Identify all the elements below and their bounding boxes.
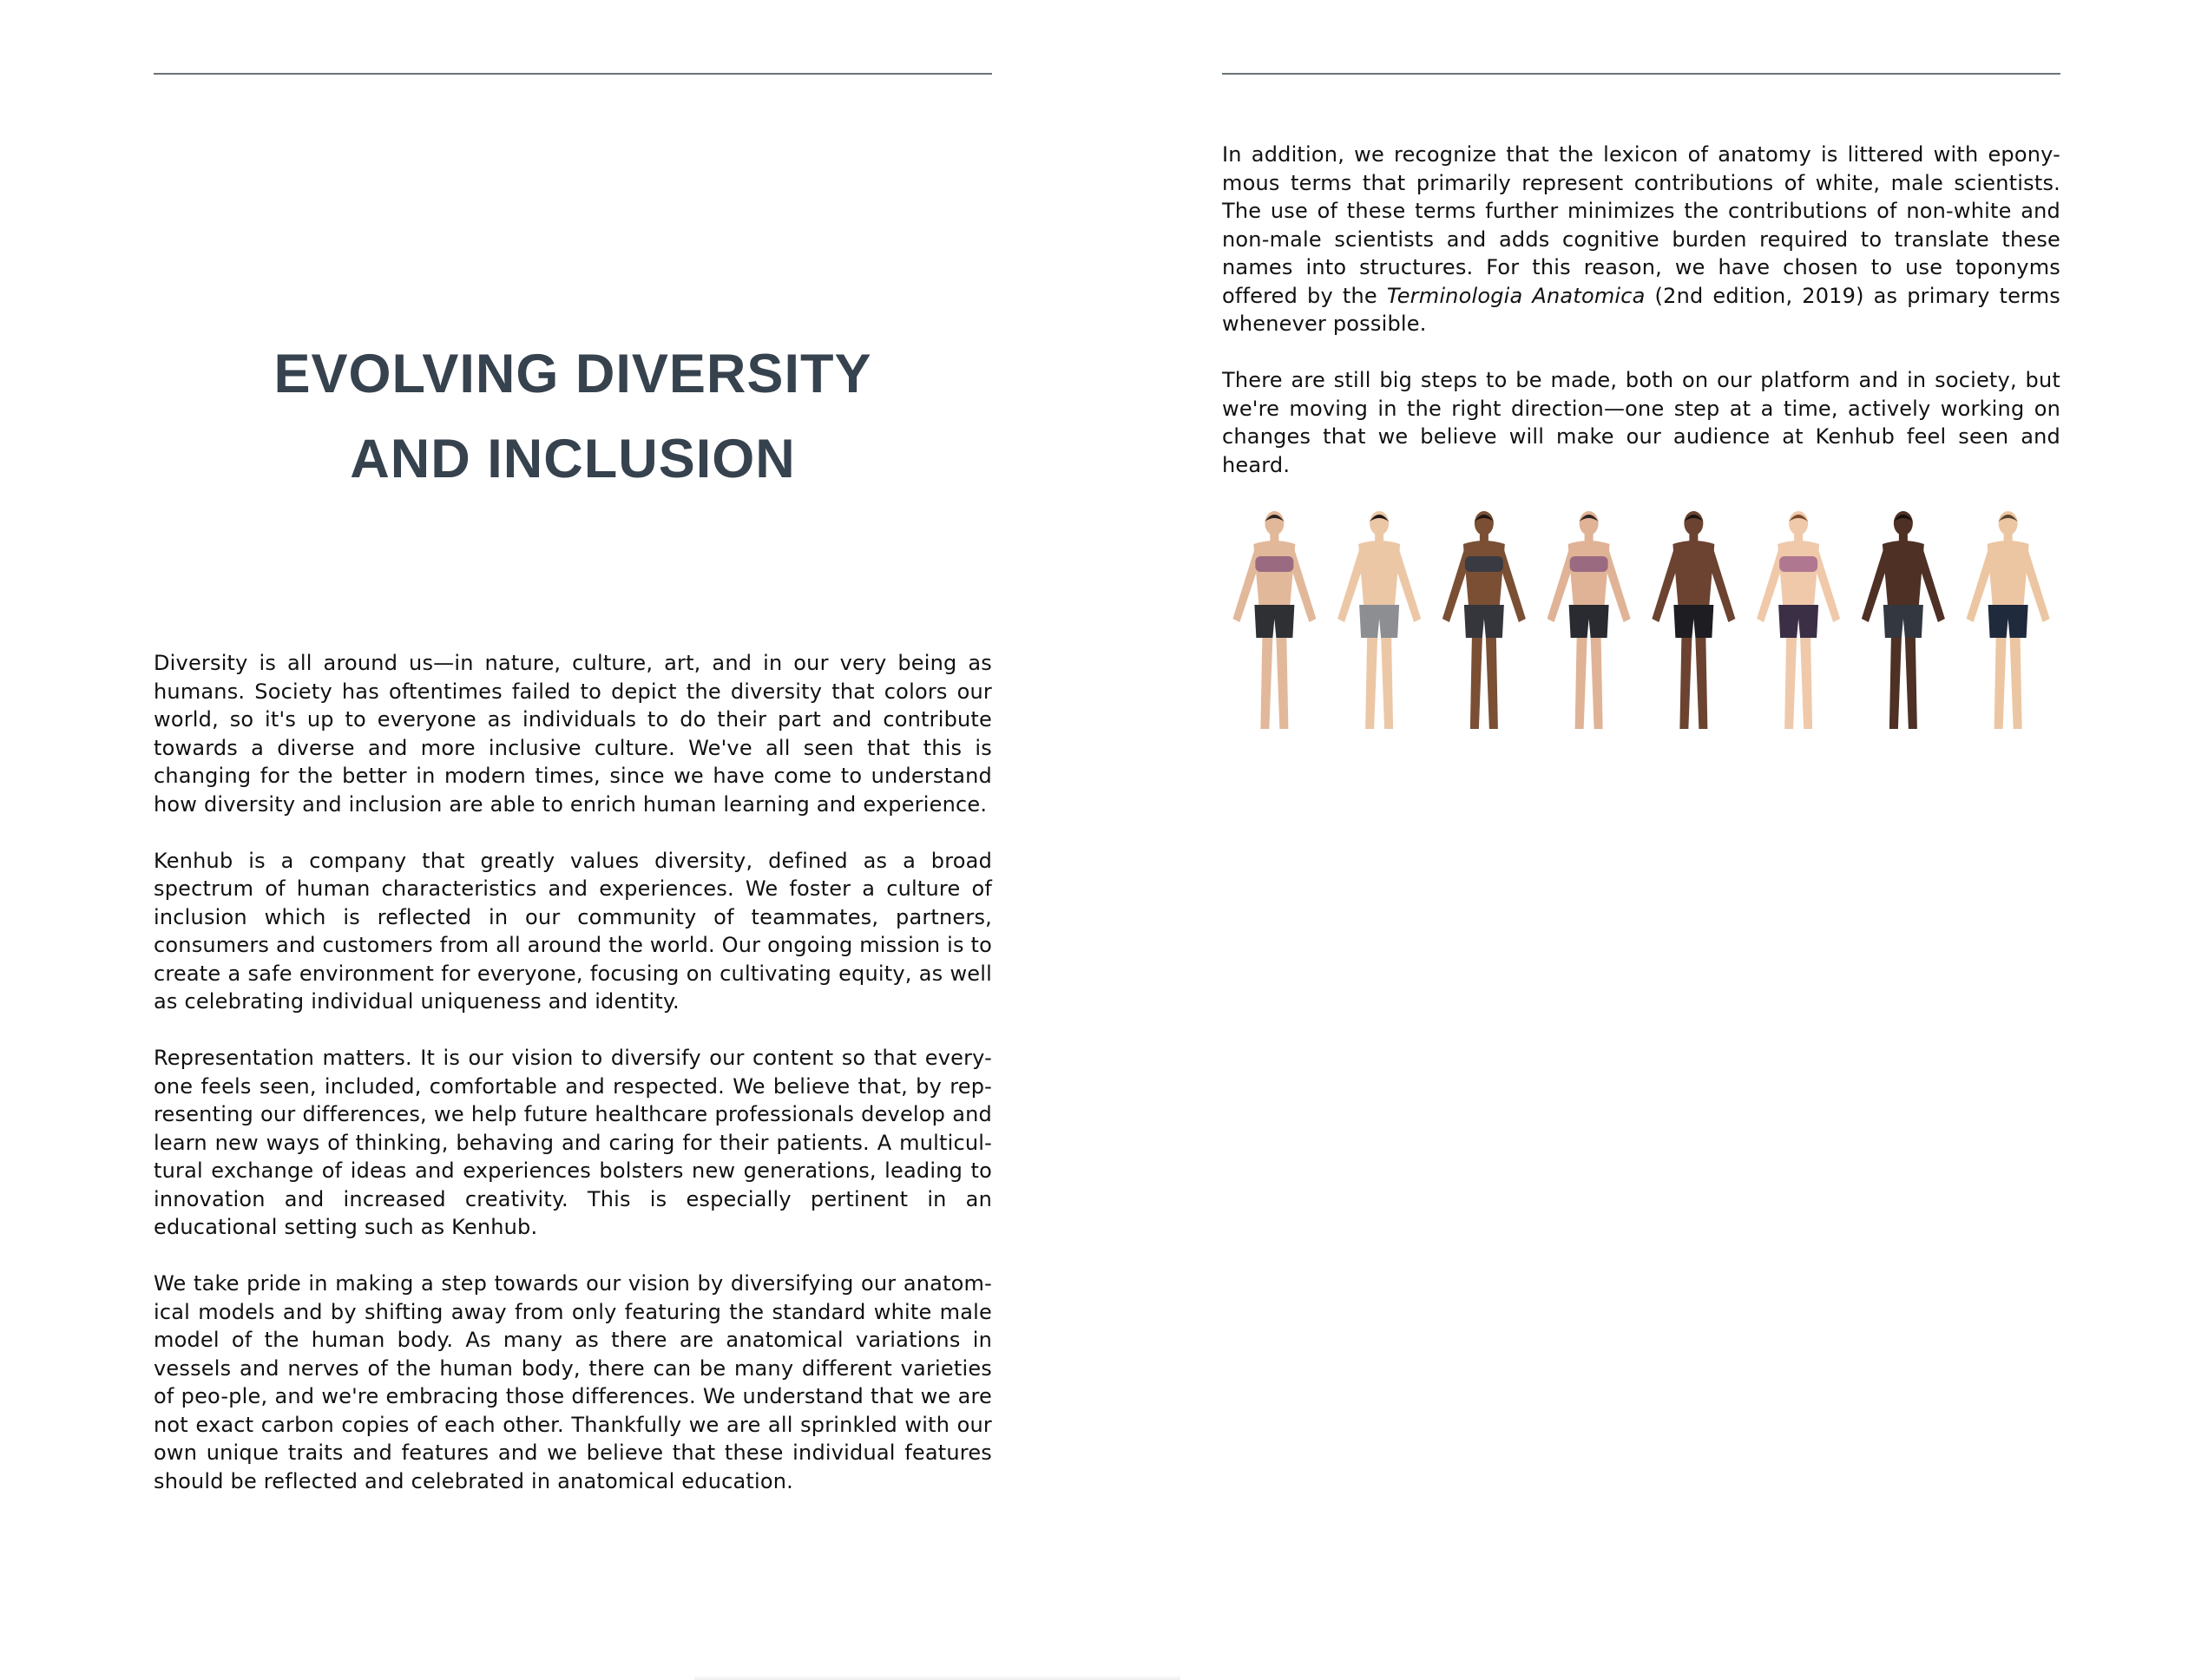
figure-torso xyxy=(1778,541,1819,612)
human-figure xyxy=(1232,511,1316,729)
figure-right-leg xyxy=(1381,638,1393,729)
paragraph-next-steps: There are still big steps to be made, both on our platform and in society, but we're moving in the right direction—one step at a time, actively working on changes that we believe will make our audience at Kenhub feel seen and heard. xyxy=(1222,368,2060,477)
eponyms-text-start: In addition, we recognize that the lexicon of anatomy is littered with epony-mous terms that primarily represent contributions of white, male scientists. The use of these terms further minimizes the contributions of non-white and non-male scientists and adds cognitive burden required to translate these names into structures. For this reason, we have chosen to use toponyms offered by the xyxy=(1222,142,2060,308)
human-figure xyxy=(1548,511,1631,729)
figure-top xyxy=(1255,556,1293,572)
left-page-top-rule xyxy=(154,73,992,75)
figure-right-leg xyxy=(1486,638,1498,729)
figure-left-leg xyxy=(1365,638,1377,729)
figure-right-leg xyxy=(1591,638,1603,729)
right-page-top-rule xyxy=(1222,73,2060,75)
terminologia-anatomica: Terminologia Anatomica xyxy=(1386,283,1646,308)
diverse-anatomical-models-illustration xyxy=(1222,508,2060,738)
human-figure xyxy=(1967,511,2050,729)
figure-left-leg xyxy=(1784,638,1797,729)
figure-left-leg xyxy=(1994,638,2007,729)
paragraph-kenhub-values: Kenhub is a company that greatly values diversity, defined as a broad spectrum of human characteristics and experiences. We foster a culture of inclusion which is reflected in our community of teammates, partners, consumers and customers from all around the world. Our ongoing mission is to create a safe environment for everyone, focusing on cultivating equity, as well as celebrating individual uniqueness and identity. xyxy=(154,848,992,1014)
figure-shorts xyxy=(1569,605,1609,638)
figure-right-leg xyxy=(1905,638,1917,729)
figure-shorts xyxy=(1464,605,1504,638)
page-bottom-shadow xyxy=(694,1675,1180,1680)
anatomical-models-svg xyxy=(1222,508,2060,738)
right-page-body xyxy=(1222,141,2060,508)
figure-torso xyxy=(1358,541,1400,612)
figure-right-leg xyxy=(1276,638,1288,729)
figure-top xyxy=(1779,556,1817,572)
figure-torso xyxy=(1988,541,2029,612)
figure-shorts xyxy=(1254,605,1294,638)
figure-right-leg xyxy=(2010,638,2022,729)
figure-shorts xyxy=(1673,605,1713,638)
figure-top xyxy=(1570,556,1608,572)
figure-shorts xyxy=(1778,605,1818,638)
human-figure xyxy=(1337,511,1421,729)
figure-right-leg xyxy=(1695,638,1707,729)
paragraph-anatomical-models: We take pride in making a step towards our vision by diversifying our anatom-ical models and by shifting away from only featuring the standard white male model of the human body. As many as there are anatomical variations in vessels and nerves of the human body, there can be many different varieties of peo-ple, and we're embracing those differences. We understand that we are not exact carbon copies of each other. Thankfully we are all sprinkled with our own unique traits and features and we believe that these individual features should be reflected and celebrated in anatomical education. xyxy=(154,1271,992,1493)
figure-left-leg xyxy=(1260,638,1272,729)
human-figure xyxy=(1442,511,1526,729)
page-title-line-2: AND INCLUSION xyxy=(350,429,796,489)
paragraph-representation: Representation matters. It is our vision to diversify our content so that every-one feels seen, included, comfortable and respected. We believe that, by rep-resenting our differences, we help future healthcare professionals develop and learn new ways of thinking, behaving and caring for their patients. A multicul-tural exchange of ideas and experiences bolsters new generations, leading to innovation and increased creativity. This is especially pertinent in an educational setting such as Kenhub. xyxy=(154,1046,992,1239)
figure-top xyxy=(1465,556,1503,572)
figure-shorts xyxy=(1988,605,2028,638)
human-figure xyxy=(1862,511,1945,729)
paragraph-diversity: Diversity is all around us—in nature, culture, art, and in our very being as humans. Society has oftentimes failed to depict the diversity that colors our world, so it's up to everyone as individuals to do their part and contribute towards a diverse and more inclusive culture. We've all seen that this is changing for the better in modern times, since we have come to understand how diversity and inclusion are able to enrich human learning and experience. xyxy=(154,651,992,817)
figure-shorts xyxy=(1883,605,1923,638)
figure-right-leg xyxy=(1800,638,1812,729)
left-page-body xyxy=(154,649,992,1524)
figure-torso xyxy=(1463,541,1505,612)
figure-left-leg xyxy=(1889,638,1902,729)
figure-left-leg xyxy=(1470,638,1482,729)
figure-left-leg xyxy=(1575,638,1587,729)
page-title-line-1: EVOLVING DIVERSITY xyxy=(273,344,872,404)
figure-torso xyxy=(1672,541,1714,612)
figure-torso xyxy=(1883,541,1924,612)
figure-torso xyxy=(1568,541,1610,612)
page-title xyxy=(154,331,992,502)
figure-shorts xyxy=(1359,605,1399,638)
eponyms-text-end: (2nd edition, 2019) as primary terms whenever possible. xyxy=(1222,283,2061,336)
paragraph-eponyms xyxy=(1222,141,2060,338)
figure-torso xyxy=(1253,541,1295,612)
figure-left-leg xyxy=(1679,638,1692,729)
human-figure xyxy=(1652,511,1735,729)
human-figure xyxy=(1757,511,1840,729)
